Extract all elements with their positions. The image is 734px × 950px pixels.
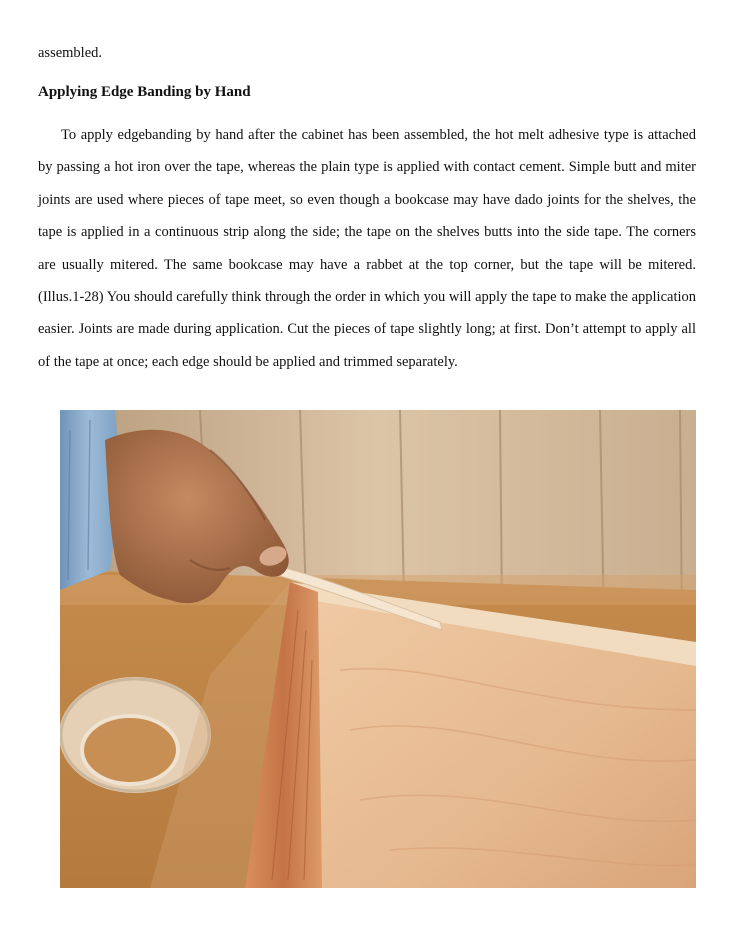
continuation-text: assembled. bbox=[38, 45, 103, 61]
body-paragraph: To apply edgebanding by hand after the cabinet has been assembled, the hot melt adhesive type is attached by passing a hot iron over the tape, whereas the plain type is applied with contact cement. Simple butt and miter joints are used where pieces of tape meet, so even though a bookcase may have dado joints for the shelves, the tape is applied in a continuous strip along the side; the tape on the shelves butts into the side tape. The corners are usually mitered. The same bookcase may have a rabbet at the top corner, but the tape will be mitered. (Illus.1-28) You should carefully think through the order in which you will apply the tape to make the application easier. Joints are made during application. Cut the pieces of tape slightly long; at first. Don’t attempt to apply all of the tape at once; each edge should be applied and trimmed separately. bbox=[38, 127, 696, 370]
edge-banding-photo bbox=[60, 410, 696, 888]
section-heading: Applying Edge Banding by Hand bbox=[38, 84, 251, 100]
